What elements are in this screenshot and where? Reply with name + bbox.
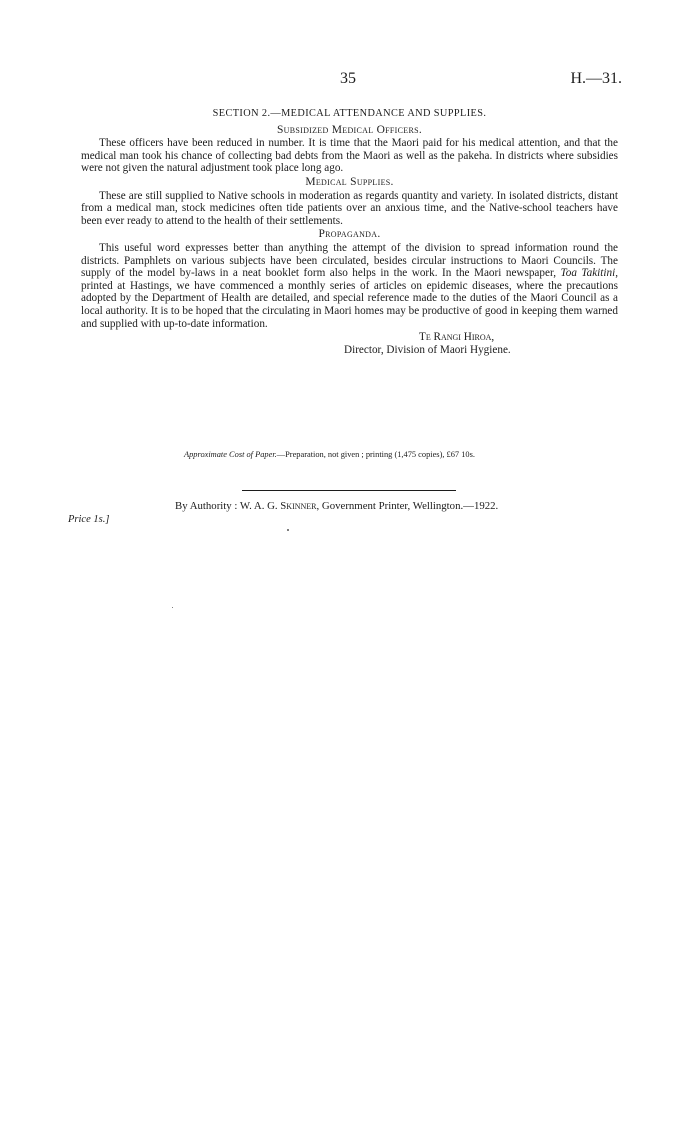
cost-label: Approximate Cost of Paper. — [184, 450, 277, 459]
paragraph-propaganda — [81, 242, 618, 330]
price-label: Price 1s.] — [68, 514, 110, 525]
heading-propaganda: Propaganda. — [318, 228, 381, 241]
signature-block — [81, 331, 618, 356]
authority-line — [175, 500, 498, 512]
page-number: 35 — [340, 70, 356, 87]
footer-rule — [242, 490, 456, 491]
printer-name: Skinner — [280, 500, 317, 512]
propaganda-text-before: This useful word expresses better than anything the attempt of the division to spread information round the districts. Pamphlets on various subjects have been circulated, besides circular instructions to Maori Councils. The supply of the model by-laws in a neat booklet form also helps in the work. In the Maori newspaper, — [81, 241, 618, 280]
section-title: SECTION 2.—MEDICAL ATTENDANCE AND SUPPLIES. — [212, 108, 487, 119]
heading-medical-supplies: Medical Supplies. — [305, 175, 394, 188]
document-body — [81, 108, 618, 356]
authority-suffix: , Government Printer, Wellington.—1922. — [316, 500, 499, 512]
newspaper-title: Toa Takitini — [560, 267, 616, 280]
cost-of-paper-line — [184, 450, 475, 459]
signatory-name: Te Rangi Hiroa, — [419, 331, 495, 344]
paragraph-subsidized-medical-officers: These officers have been reduced in number. It is time that the Maori paid for his medical attention, and that the medical man took his chance of collecting bad debts from the Maori as well as the pakeha. In districts where subsidies were not given the natural adjustment took place long ago. — [81, 137, 618, 175]
authority-prefix: By Authority : W. A. G. — [175, 500, 281, 512]
cost-text: —Preparation, not given ; printing (1,475 copies), £67 10s. — [276, 450, 475, 459]
signatory-title: Director, Division of Maori Hygiene. — [344, 343, 511, 356]
paragraph-medical-supplies: These are still supplied to Native schools in moderation as regards quantity and variety. In isolated districts, distant from a medical man, stock medicines often tide patients over an anxious time, and the Native-school teachers have been ever ready to attend to the health of their settlements. — [81, 189, 618, 227]
page-reference: H.—31. — [570, 70, 622, 87]
scan-speck — [287, 529, 289, 531]
scan-speck — [172, 607, 173, 608]
heading-subsidized-medical-officers: Subsidized Medical Officers. — [276, 123, 423, 136]
propaganda-text-after: , printed at Hastings, we have commenced a monthly series of articles on epidemic diseases, where the precautions adopted by the Department of Health are detailed, and special reference made to the duties of the Maori Council as a local authority. It is to be hoped that the circulating in Maori homes may be productive of good in keeping them warned and supplied with up-to-date information. — [81, 267, 618, 330]
